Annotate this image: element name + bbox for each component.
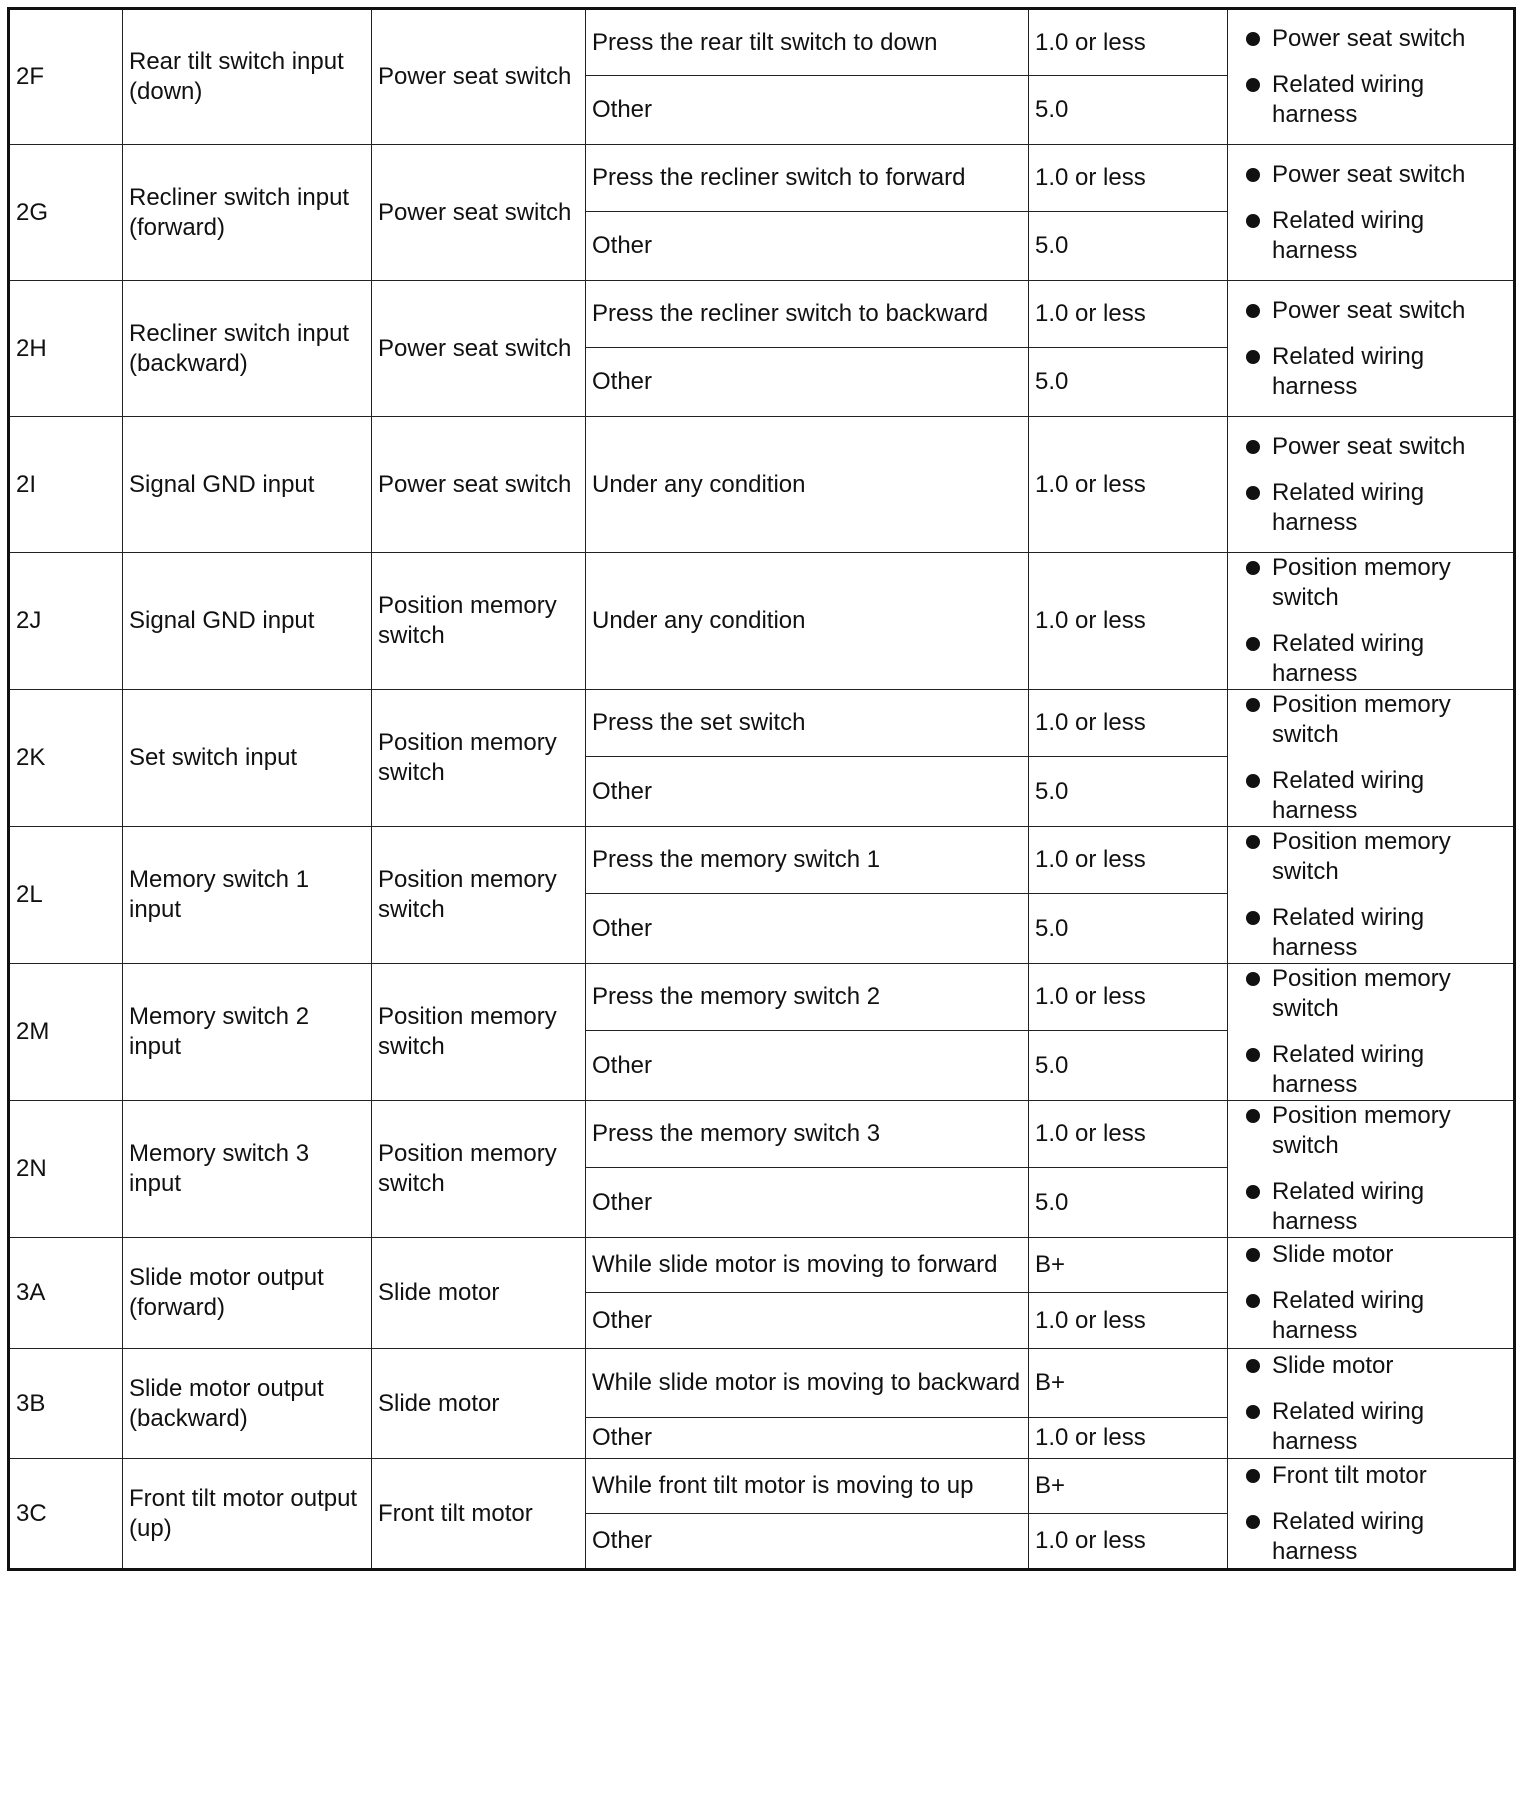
bullet-icon bbox=[1246, 440, 1260, 454]
voltage-cell: 1.0 or less bbox=[1029, 145, 1228, 212]
signal-name-cell: Memory switch 2 input bbox=[123, 964, 372, 1101]
input-from-cell: Power seat switch bbox=[372, 417, 586, 553]
check-item-label: Position memory switch bbox=[1272, 691, 1451, 748]
table-row bbox=[9, 553, 1515, 690]
voltage-cell: 1.0 or less bbox=[1029, 827, 1228, 894]
bullet-icon bbox=[1246, 774, 1260, 788]
condition-cell: Other bbox=[586, 212, 1029, 281]
signal-name-cell: Slide motor output (backward) bbox=[123, 1349, 372, 1459]
voltage-cell: 5.0 bbox=[1029, 757, 1228, 827]
table-row bbox=[9, 1101, 1515, 1168]
check-item bbox=[1234, 1040, 1507, 1100]
check-item bbox=[1234, 1177, 1507, 1237]
check-item-list bbox=[1234, 690, 1507, 826]
terminal-cell: 2H bbox=[9, 281, 123, 417]
table-row bbox=[9, 281, 1515, 348]
check-item-label: Related wiring harness bbox=[1272, 1287, 1425, 1344]
check-item bbox=[1234, 24, 1507, 54]
voltage-cell: 1.0 or less bbox=[1029, 1418, 1228, 1459]
terminal-cell: 3A bbox=[9, 1238, 123, 1349]
table-row bbox=[9, 417, 1515, 553]
check-item bbox=[1234, 70, 1507, 130]
check-item-label: Related wiring harness bbox=[1272, 1397, 1425, 1455]
signal-name-cell: Recliner switch input (forward) bbox=[123, 145, 372, 281]
check-items-cell bbox=[1228, 417, 1515, 553]
bullet-icon bbox=[1246, 486, 1260, 500]
check-item-label: Related wiring harness bbox=[1272, 904, 1425, 961]
table-row bbox=[9, 1238, 1515, 1293]
condition-cell: Other bbox=[586, 348, 1029, 417]
voltage-cell: 5.0 bbox=[1029, 1031, 1228, 1101]
condition-cell: While front tilt motor is moving to up bbox=[586, 1459, 1029, 1514]
table-row bbox=[9, 1349, 1515, 1418]
check-item bbox=[1234, 964, 1507, 1024]
check-item-list bbox=[1234, 553, 1507, 689]
table-row bbox=[9, 145, 1515, 212]
check-item-list bbox=[1234, 24, 1507, 130]
voltage-cell: B+ bbox=[1029, 1349, 1228, 1418]
signal-name-cell: Memory switch 3 input bbox=[123, 1101, 372, 1238]
voltage-cell: 1.0 or less bbox=[1029, 553, 1228, 690]
table-row bbox=[9, 827, 1515, 894]
check-item-list bbox=[1234, 432, 1507, 538]
bullet-icon bbox=[1246, 1185, 1260, 1199]
condition-cell: Other bbox=[586, 76, 1029, 145]
input-from-cell: Position memory switch bbox=[372, 827, 586, 964]
check-items-cell bbox=[1228, 1459, 1515, 1570]
bullet-icon bbox=[1246, 304, 1260, 318]
condition-cell: Other bbox=[586, 1514, 1029, 1570]
check-item bbox=[1234, 690, 1507, 750]
condition-cell: Press the set switch bbox=[586, 690, 1029, 757]
check-item bbox=[1234, 296, 1507, 326]
check-item bbox=[1234, 629, 1507, 689]
bullet-icon bbox=[1246, 972, 1260, 986]
voltage-cell: 1.0 or less bbox=[1029, 1293, 1228, 1349]
terminal-cell: 2J bbox=[9, 553, 123, 690]
check-items-cell bbox=[1228, 1349, 1515, 1459]
input-from-cell: Position memory switch bbox=[372, 964, 586, 1101]
terminal-spec-table bbox=[7, 7, 1516, 1571]
voltage-cell: 1.0 or less bbox=[1029, 417, 1228, 553]
condition-cell: Press the memory switch 2 bbox=[586, 964, 1029, 1031]
signal-name-cell: Rear tilt switch input (down) bbox=[123, 9, 372, 145]
condition-cell: Under any condition bbox=[586, 417, 1029, 553]
terminal-cell: 2M bbox=[9, 964, 123, 1101]
input-from-cell: Position memory switch bbox=[372, 553, 586, 690]
bullet-icon bbox=[1246, 1359, 1260, 1373]
check-item-list bbox=[1234, 160, 1507, 266]
bullet-icon bbox=[1246, 1405, 1260, 1419]
voltage-cell: 1.0 or less bbox=[1029, 1514, 1228, 1570]
condition-cell: While slide motor is moving to backward bbox=[586, 1349, 1029, 1418]
check-item bbox=[1234, 903, 1507, 963]
check-item-label: Related wiring harness bbox=[1272, 206, 1425, 264]
terminal-cell: 2K bbox=[9, 690, 123, 827]
voltage-cell: 1.0 or less bbox=[1029, 281, 1228, 348]
bullet-icon bbox=[1246, 1469, 1260, 1483]
check-item bbox=[1234, 1397, 1507, 1457]
condition-cell: Press the rear tilt switch to down bbox=[586, 9, 1029, 76]
condition-cell: Other bbox=[586, 1418, 1029, 1459]
condition-cell: Other bbox=[586, 1293, 1029, 1349]
check-item bbox=[1234, 827, 1507, 887]
check-item bbox=[1234, 342, 1507, 402]
condition-cell: Press the recliner switch to backward bbox=[586, 281, 1029, 348]
signal-name-cell: Set switch input bbox=[123, 690, 372, 827]
signal-name-cell: Recliner switch input (backward) bbox=[123, 281, 372, 417]
check-item bbox=[1234, 1507, 1507, 1567]
voltage-cell: 1.0 or less bbox=[1029, 9, 1228, 76]
input-from-cell: Power seat switch bbox=[372, 281, 586, 417]
check-items-cell bbox=[1228, 827, 1515, 964]
check-item bbox=[1234, 553, 1507, 613]
input-from-cell: Front tilt motor bbox=[372, 1459, 586, 1570]
table-row bbox=[9, 1459, 1515, 1514]
signal-name-cell: Signal GND input bbox=[123, 553, 372, 690]
table-body bbox=[9, 9, 1515, 1570]
terminal-cell: 2G bbox=[9, 145, 123, 281]
voltage-cell: B+ bbox=[1029, 1238, 1228, 1293]
check-item-list bbox=[1234, 964, 1507, 1100]
bullet-icon bbox=[1246, 1048, 1260, 1062]
terminal-cell: 3B bbox=[9, 1349, 123, 1459]
signal-name-cell: Memory switch 1 input bbox=[123, 827, 372, 964]
condition-cell: Press the memory switch 3 bbox=[586, 1101, 1029, 1168]
terminal-cell: 3C bbox=[9, 1459, 123, 1570]
condition-cell: Other bbox=[586, 1031, 1029, 1101]
condition-cell: Press the memory switch 1 bbox=[586, 827, 1029, 894]
check-item-list bbox=[1234, 1351, 1507, 1457]
check-item-label: Position memory switch bbox=[1272, 828, 1451, 885]
check-item-label: Position memory switch bbox=[1272, 1102, 1451, 1159]
check-item-list bbox=[1234, 296, 1507, 402]
check-item bbox=[1234, 766, 1507, 826]
check-item-label: Slide motor bbox=[1272, 1351, 1394, 1379]
voltage-cell: 1.0 or less bbox=[1029, 690, 1228, 757]
check-item bbox=[1234, 1286, 1507, 1346]
voltage-cell: 1.0 or less bbox=[1029, 964, 1228, 1031]
check-item-label: Position memory switch bbox=[1272, 554, 1451, 611]
bullet-icon bbox=[1246, 1515, 1260, 1529]
input-from-cell: Position memory switch bbox=[372, 1101, 586, 1238]
input-from-cell: Slide motor bbox=[372, 1238, 586, 1349]
voltage-cell: 5.0 bbox=[1029, 212, 1228, 281]
terminal-cell: 2N bbox=[9, 1101, 123, 1238]
table-row bbox=[9, 690, 1515, 757]
condition-cell: Other bbox=[586, 894, 1029, 964]
check-item-label: Power seat switch bbox=[1272, 432, 1466, 460]
voltage-cell: B+ bbox=[1029, 1459, 1228, 1514]
voltage-cell: 5.0 bbox=[1029, 76, 1228, 145]
check-item bbox=[1234, 1461, 1507, 1491]
check-items-cell bbox=[1228, 690, 1515, 827]
check-item-label: Related wiring harness bbox=[1272, 342, 1425, 400]
check-item bbox=[1234, 1351, 1507, 1381]
check-item-label: Related wiring harness bbox=[1272, 1178, 1425, 1235]
condition-cell: Under any condition bbox=[586, 553, 1029, 690]
bullet-icon bbox=[1246, 32, 1260, 46]
check-item-label: Related wiring harness bbox=[1272, 478, 1425, 536]
terminal-cell: 2F bbox=[9, 9, 123, 145]
voltage-cell: 1.0 or less bbox=[1029, 1101, 1228, 1168]
input-from-cell: Position memory switch bbox=[372, 690, 586, 827]
check-item-label: Related wiring harness bbox=[1272, 1507, 1425, 1565]
terminal-cell: 2I bbox=[9, 417, 123, 553]
check-item-label: Front tilt motor bbox=[1272, 1461, 1427, 1489]
check-item-label: Related wiring harness bbox=[1272, 1041, 1425, 1098]
check-item-list bbox=[1234, 827, 1507, 963]
bullet-icon bbox=[1246, 1294, 1260, 1308]
voltage-cell: 5.0 bbox=[1029, 348, 1228, 417]
check-item bbox=[1234, 160, 1507, 190]
terminal-cell: 2L bbox=[9, 827, 123, 964]
bullet-icon bbox=[1246, 835, 1260, 849]
check-item-label: Slide motor bbox=[1272, 1241, 1394, 1268]
check-item bbox=[1234, 432, 1507, 462]
bullet-icon bbox=[1246, 561, 1260, 575]
bullet-icon bbox=[1246, 78, 1260, 92]
check-items-cell bbox=[1228, 281, 1515, 417]
check-item-label: Power seat switch bbox=[1272, 25, 1466, 52]
check-item-label: Related wiring harness bbox=[1272, 71, 1425, 128]
bullet-icon bbox=[1246, 1248, 1260, 1262]
check-items-cell bbox=[1228, 553, 1515, 690]
check-item-label: Power seat switch bbox=[1272, 160, 1466, 188]
spec-table-container bbox=[7, 7, 1516, 1571]
check-item-list bbox=[1234, 1101, 1507, 1237]
signal-name-cell: Signal GND input bbox=[123, 417, 372, 553]
signal-name-cell: Front tilt motor output (up) bbox=[123, 1459, 372, 1570]
bullet-icon bbox=[1246, 350, 1260, 364]
check-items-cell bbox=[1228, 1101, 1515, 1238]
check-items-cell bbox=[1228, 9, 1515, 145]
condition-cell: While slide motor is moving to forward bbox=[586, 1238, 1029, 1293]
voltage-cell: 5.0 bbox=[1029, 894, 1228, 964]
check-item-list bbox=[1234, 1240, 1507, 1346]
input-from-cell: Power seat switch bbox=[372, 9, 586, 145]
condition-cell: Other bbox=[586, 1168, 1029, 1238]
table-row bbox=[9, 9, 1515, 76]
bullet-icon bbox=[1246, 1109, 1260, 1123]
check-item bbox=[1234, 206, 1507, 266]
check-item-list bbox=[1234, 1461, 1507, 1567]
check-item-label: Power seat switch bbox=[1272, 296, 1466, 324]
voltage-cell: 5.0 bbox=[1029, 1168, 1228, 1238]
bullet-icon bbox=[1246, 168, 1260, 182]
check-item-label: Position memory switch bbox=[1272, 965, 1451, 1022]
check-item bbox=[1234, 478, 1507, 538]
check-items-cell bbox=[1228, 964, 1515, 1101]
check-item bbox=[1234, 1101, 1507, 1161]
check-item-label: Related wiring harness bbox=[1272, 630, 1425, 687]
check-items-cell bbox=[1228, 1238, 1515, 1349]
bullet-icon bbox=[1246, 214, 1260, 228]
check-items-cell bbox=[1228, 145, 1515, 281]
bullet-icon bbox=[1246, 698, 1260, 712]
table-row bbox=[9, 964, 1515, 1031]
condition-cell: Press the recliner switch to forward bbox=[586, 145, 1029, 212]
signal-name-cell: Slide motor output (forward) bbox=[123, 1238, 372, 1349]
check-item-label: Related wiring harness bbox=[1272, 767, 1425, 824]
bullet-icon bbox=[1246, 637, 1260, 651]
bullet-icon bbox=[1246, 911, 1260, 925]
input-from-cell: Slide motor bbox=[372, 1349, 586, 1459]
input-from-cell: Power seat switch bbox=[372, 145, 586, 281]
condition-cell: Other bbox=[586, 757, 1029, 827]
check-item bbox=[1234, 1240, 1507, 1270]
